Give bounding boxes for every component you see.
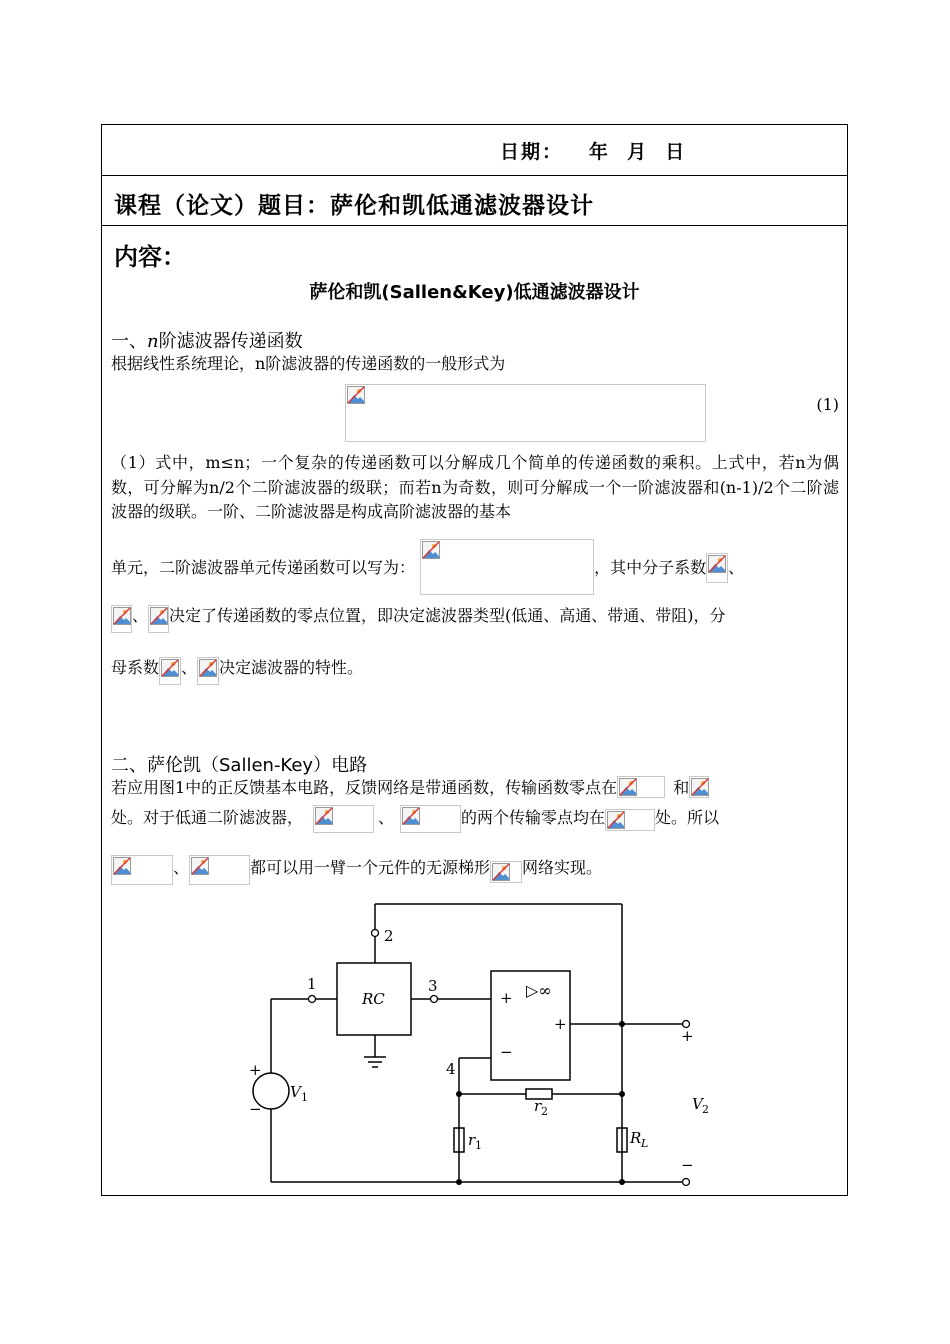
opamp-symbol: ▷∞ <box>526 981 552 1000</box>
section1-heading: 一、n阶滤波器传递函数 <box>111 331 303 352</box>
v2-label: V <box>692 1095 703 1113</box>
source-minus-sign: − <box>249 1100 262 1118</box>
section1-line-c: 母系数 、 决定滤波器的特性。 <box>111 655 363 685</box>
section1-paragraph: （1）式中，m≤n；一个复杂的传递函数可以分解成几个简单的传递函数的乘积。上式中，若n为偶数，可分解为n/2个二阶滤波器的级联；而若n为奇数，则可分解成一个一阶滤波器和(n-1)/2个二阶滤波器的级联。一阶、二阶滤波器是构成高阶滤波器的基本 <box>111 453 839 521</box>
section2-line-2: 处。对于低通二阶滤波器， 、 的两个传输零点均在 处。所以 <box>111 805 841 833</box>
course-title: 课程（论文）题目：萨伦和凯低通滤波器设计 <box>114 193 594 219</box>
v1-subscript: 1 <box>301 1091 308 1104</box>
rl-label: R <box>630 1129 642 1147</box>
source-plus-sign: + <box>249 1061 262 1079</box>
section1-line-b: 、 决定了传递函数的零点位置，即决定滤波器类型(低通、高通、带通、带阻)，分 <box>111 603 726 633</box>
v2-plus-sign: + <box>681 1027 694 1045</box>
node-3-label: 3 <box>428 977 438 995</box>
node-4-label: 4 <box>446 1060 456 1078</box>
section2-line-3: 、 都可以用一臂一个元件的无源梯形 网络实现。 <box>111 855 602 885</box>
v1-label: V <box>290 1083 301 1101</box>
sallen-key-circuit <box>102 125 849 1197</box>
v2-subscript: 2 <box>702 1103 709 1116</box>
section1-intro: 根据线性系统理论，n阶滤波器的传递函数的一般形式为 <box>111 354 506 373</box>
r2-label: r <box>534 1097 542 1115</box>
document-title: 萨伦和凯(Sallen&Key)低通滤波器设计 <box>309 282 640 303</box>
content-label: 内容： <box>114 243 186 271</box>
equation-number: (1) <box>816 395 839 414</box>
v2-minus-sign: − <box>681 1156 694 1174</box>
rl-subscript: L <box>641 1137 649 1150</box>
section2-line-1: 若应用图1中的正反馈基本电路，反馈网络是带通函数，传输函数零点在 和 <box>111 775 709 798</box>
r1-subscript: 1 <box>475 1139 482 1152</box>
r2-subscript: 2 <box>541 1105 548 1118</box>
opamp-plus-sign: + <box>500 989 513 1007</box>
node-2-label: 2 <box>384 927 394 945</box>
section2-heading: 二、萨伦凯（Sallen-Key）电路 <box>111 755 368 776</box>
output-plus-sign: + <box>554 1015 567 1033</box>
node-1-label: 1 <box>307 975 317 993</box>
document-frame <box>101 124 848 1196</box>
section1-line-a: 单元，二阶滤波器单元传递函数可以写为： ，其中分子系数 、 <box>111 539 744 595</box>
date-label: 日期： 年 月 日 <box>500 141 687 163</box>
rc-label: RC <box>362 990 385 1008</box>
opamp-minus-sign: − <box>500 1043 513 1061</box>
r1-label: r <box>468 1131 476 1149</box>
